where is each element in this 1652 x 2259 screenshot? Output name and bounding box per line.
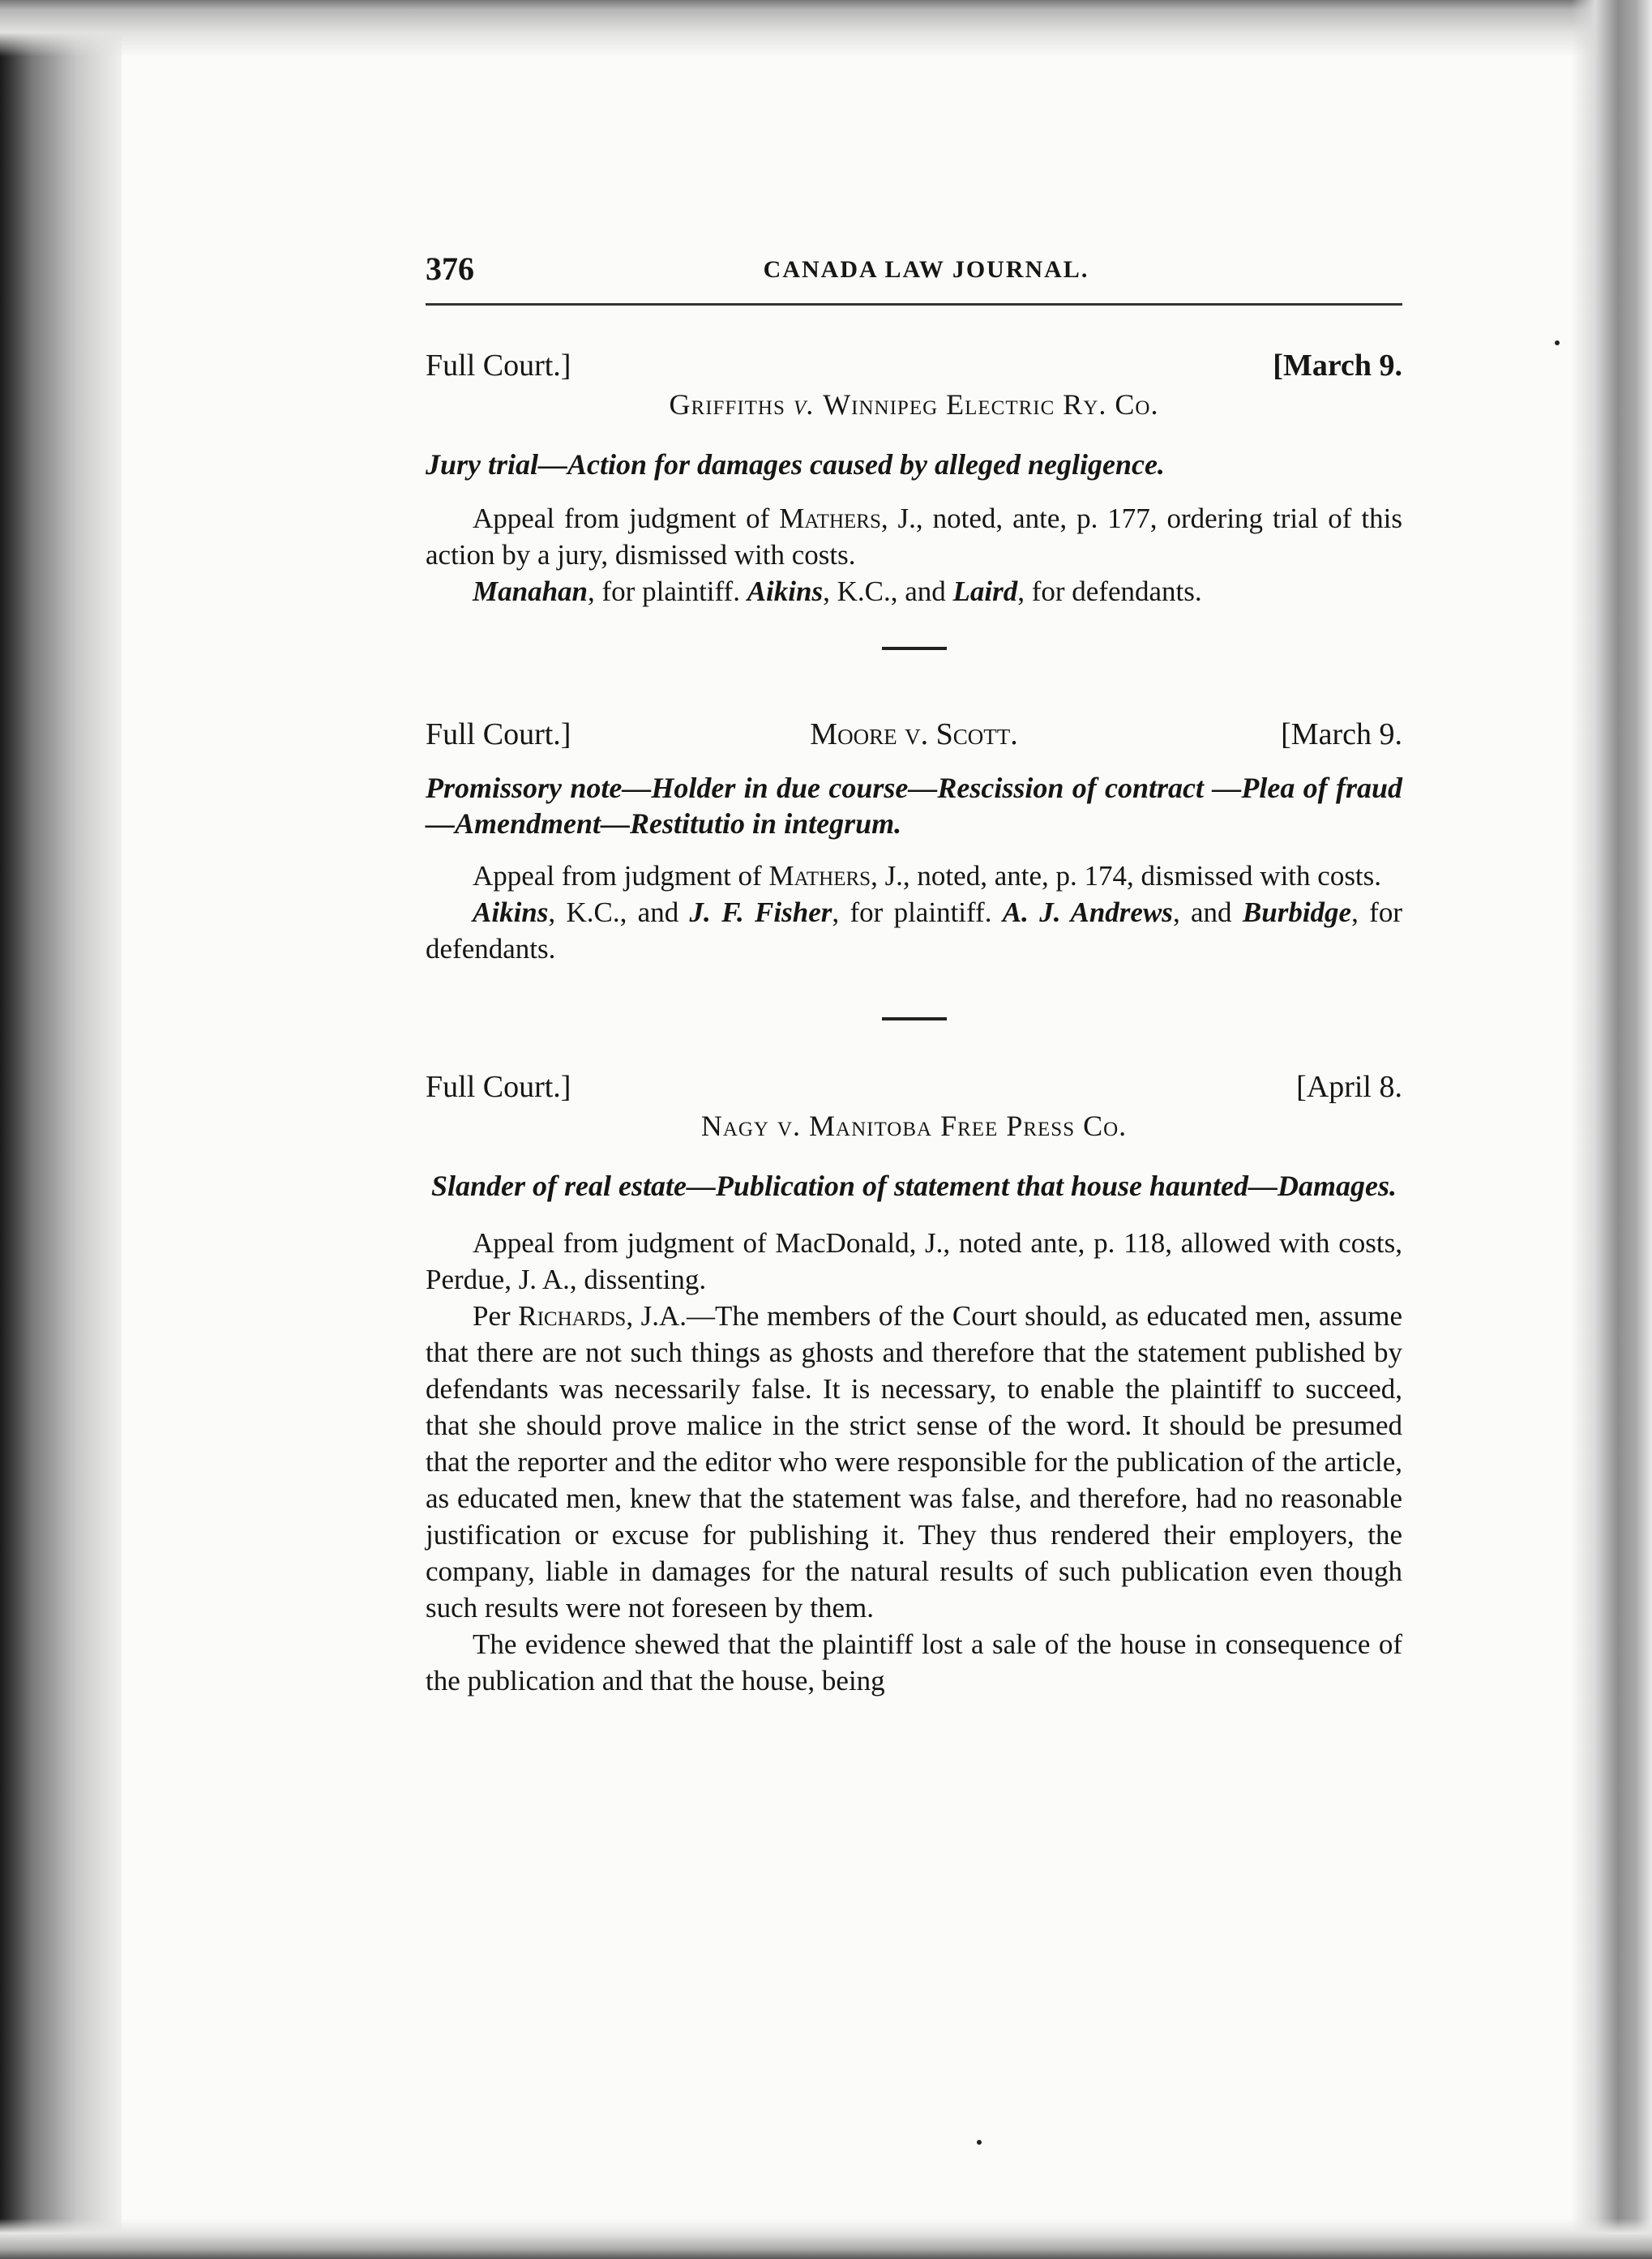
case-meta-row bbox=[426, 717, 1402, 754]
text-span: , for defendants. bbox=[1017, 575, 1202, 607]
case-paragraph: Appeal from judgment of MacDonald, J., noted ante, p. 118, allowed with costs, Perdue, J. A., dissenting. bbox=[426, 1227, 1402, 1295]
case-title bbox=[426, 387, 1402, 422]
judge-name: Richards bbox=[518, 1300, 627, 1332]
case-meta-row bbox=[426, 348, 1402, 385]
counsel-name: Burbidge bbox=[1242, 896, 1352, 928]
page-header bbox=[426, 243, 1402, 293]
text-span: , for defendants. bbox=[426, 896, 1402, 965]
text-span: , for plaintiff. bbox=[588, 575, 747, 607]
court-label: Full Court.] bbox=[426, 1070, 571, 1104]
decision-date: [March 9. bbox=[1281, 717, 1402, 751]
case-entry bbox=[426, 1069, 1402, 1699]
judge-name: Mathers bbox=[768, 860, 871, 892]
page-content bbox=[426, 243, 1402, 1699]
decision-date: [April 8. bbox=[1296, 1070, 1402, 1104]
text-span: , for plaintiff. bbox=[832, 896, 1003, 928]
text-span: , K.C., and bbox=[548, 896, 690, 928]
section-separator bbox=[882, 1017, 947, 1020]
speck-mark bbox=[1555, 340, 1560, 345]
counsel-name: Aikins bbox=[747, 575, 824, 607]
case-paragraph: The evidence shewed that the plaintiff lost a sale of the house in consequence of the publication and that the house, being bbox=[426, 1628, 1402, 1696]
counsel-paragraph bbox=[426, 894, 1402, 967]
section-separator bbox=[882, 647, 947, 650]
scan-edge-left bbox=[0, 0, 122, 2259]
case-headnote: Promissory note—Holder in due course—Rescission of contract —Plea of fraud—Amendment—Restitutio in integrum. bbox=[426, 772, 1402, 840]
text-span: Per bbox=[473, 1300, 519, 1332]
counsel-name: Manahan bbox=[473, 575, 588, 607]
case-headnote: Jury trial—Action for damages caused by alleged negligence. bbox=[426, 448, 1165, 481]
court-label: Full Court.] bbox=[426, 717, 571, 751]
counsel-name: Laird bbox=[952, 575, 1018, 607]
case-title: Moore v. Scott. bbox=[810, 717, 1018, 751]
counsel-name: J. F. Fisher bbox=[689, 896, 832, 928]
case-headnote: Slander of real estate—Publication of statement that house haunted—Damages. bbox=[430, 1170, 1397, 1202]
case-paragraph bbox=[426, 858, 1402, 894]
case-meta-row bbox=[426, 1069, 1402, 1106]
text-span: , J.A.—The members of the Court should, as educated men, assume that there are not such things as ghosts and therefore that the statement published by defendants was necessarily false. It is necessary, to enable the plaintiff to succeed, that she should prove malice in the strict sense of the word. It should be presumed that the reporter and the editor who were responsible for the publication of the article, as educated men, knew that the statement was false, and therefore, had no reasonable justification or excuse for publishing it. They thus rendered their employers, the company, liable in damages for the natural results of such publication even though such results were not foreseen by them. bbox=[426, 1300, 1403, 1624]
text-span: , K.C., and bbox=[823, 575, 953, 607]
case-title: Nagy v. Manitoba Free Press Co. bbox=[700, 1110, 1128, 1142]
scan-edge-top bbox=[0, 0, 1652, 57]
case-paragraph bbox=[426, 500, 1402, 573]
scan-edge-bottom bbox=[0, 2218, 1652, 2259]
scan-edge-right bbox=[1571, 0, 1652, 2259]
counsel-name: A. J. Andrews bbox=[1002, 896, 1173, 928]
party-plaintiff: Griffiths bbox=[669, 388, 785, 421]
counsel-paragraph bbox=[426, 573, 1402, 610]
running-head: CANADA LAW JOURNAL. bbox=[763, 256, 1089, 283]
case-entry bbox=[426, 717, 1402, 967]
counsel-name: Aikins bbox=[473, 896, 549, 928]
versus: v. bbox=[785, 388, 824, 421]
text-span: , J., noted, ante, p. 177, ordering trial of this action by a jury, dismissed with costs. bbox=[426, 503, 1402, 571]
text-span: , J., noted, ante, p. 174, dismissed with costs. bbox=[871, 860, 1382, 892]
page-number: 376 bbox=[426, 250, 474, 287]
text-span: Appeal from judgment of bbox=[473, 503, 780, 534]
decision-date: [March 9. bbox=[1273, 349, 1402, 383]
speck-mark bbox=[977, 2140, 982, 2145]
case-entry bbox=[426, 348, 1402, 610]
party-defendant: Winnipeg Electric Ry. Co. bbox=[823, 388, 1159, 421]
header-rule bbox=[426, 303, 1402, 306]
case-paragraph bbox=[426, 1298, 1402, 1626]
court-label: Full Court.] bbox=[426, 349, 571, 383]
text-span: Appeal from judgment of bbox=[473, 860, 769, 892]
text-span: , and bbox=[1172, 896, 1243, 928]
judge-name: Mathers bbox=[779, 503, 881, 534]
